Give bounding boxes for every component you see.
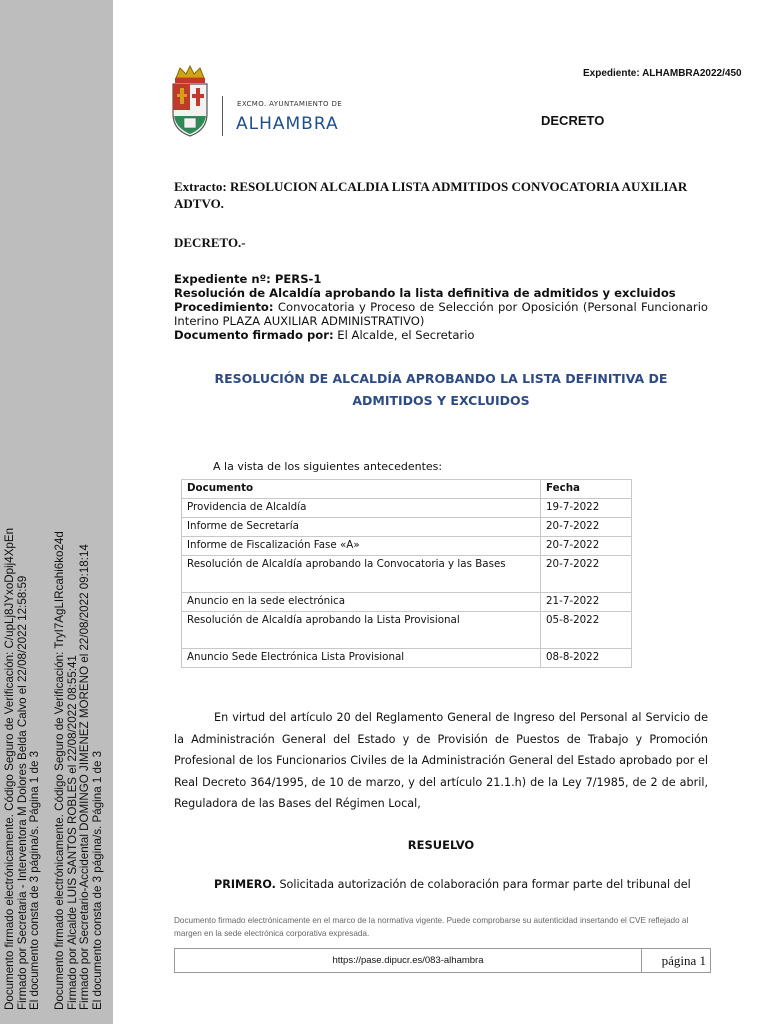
expediente-number: Expediente: ALHAMBRA2022/450 <box>583 68 742 79</box>
table-row <box>182 537 632 556</box>
extracto-text: RESOLUCION ALCALDIA LISTA ADMITIDOS CONVOCATORIA AUXILIAR ADTVO. <box>174 179 688 211</box>
table-cell: 21-7-2022 <box>541 593 632 612</box>
table-row <box>182 612 632 649</box>
firmado-label: Documento firmado por: <box>174 328 334 342</box>
table-cell: Resolución de Alcaldía aprobando la Convocatoria y las Bases <box>182 556 541 593</box>
table-cell: Informe de Fiscalización Fase «A» <box>182 537 541 556</box>
table-cell: Resolución de Alcaldía aprobando la Lista Provisional <box>182 612 541 649</box>
signature-line: Documento firmado electrónicamente. Código Seguro de Verificación: C/upLj8JYxoDpij4XpEn <box>3 527 16 1010</box>
table-row <box>182 649 632 668</box>
document-metadata <box>174 272 708 342</box>
footer-bar <box>174 948 711 973</box>
antecedentes-table <box>181 479 632 668</box>
table-row <box>182 593 632 612</box>
extracto <box>174 178 714 212</box>
table-cell: Anuncio Sede Electrónica Lista Provisional <box>182 649 541 668</box>
table-cell: Providencia de Alcaldía <box>182 499 541 518</box>
table-header-row <box>182 480 632 499</box>
antecedentes-intro: A la vista de los siguientes antecedentes: <box>213 460 443 473</box>
signature-line: Documento firmado electrónicamente. Código Seguro de Verificación: TryI7AgLIRcahi6ko24d <box>53 531 66 1010</box>
procedimiento-label: Procedimiento: <box>174 300 274 314</box>
primero-text: Solicitada autorización de colaboración para formar parte del tribunal del <box>279 878 691 891</box>
logo-title: ALHAMBRA <box>236 114 339 134</box>
resolution-subject: Resolución de Alcaldía aprobando la lista definitiva de admitidos y excluidos <box>174 286 676 300</box>
signature-block-2 <box>54 531 104 1010</box>
document-type-title: DECRETO <box>541 113 605 128</box>
logo-subtitle: EXCMO. AYUNTAMIENTO DE <box>237 100 343 108</box>
resuelvo-heading: RESUELVO <box>407 838 475 852</box>
table-cell: 20-7-2022 <box>541 537 632 556</box>
logo-divider <box>222 96 223 136</box>
signature-block-1 <box>4 528 42 1010</box>
table-cell: Informe de Secretaría <box>182 518 541 537</box>
sede-url-link[interactable]: https://pase.dipucr.es/083-alhambra <box>175 949 642 972</box>
signature-footnote: Documento firmado electrónicamente en el marco de la normativa vigente. Puede comprobarse su autenticidad insertando el CVE reflejado al margen en la sede electrónica corporativa expresada. <box>174 916 689 938</box>
firmado-text: El Alcalde, el Secretario <box>337 328 475 342</box>
table-cell: 19-7-2022 <box>541 499 632 518</box>
signature-line: Firmado por Alcalde LUIS SANTOS ROBLES el 22/08/2022 08:55:41 <box>65 655 79 1010</box>
extracto-label: Extracto: <box>174 179 227 194</box>
signature-line: Firmado por Secretaria - Interventora M Dolores Belda Calvo el 22/08/2022 12:58:59 <box>15 575 29 1010</box>
table-cell: 05-8-2022 <box>541 612 632 649</box>
signature-line: El documento consta de 3 página/s. Página 1 de 3 <box>28 750 41 1010</box>
procedimiento-text: Convocatoria y Proceso de Selección por Oposición (Personal Funcionario Interino PLAZA AUXILIAR ADMINISTRATIVO) <box>174 300 709 328</box>
decreto-heading: DECRETO.- <box>174 235 246 250</box>
legal-basis-paragraph <box>174 707 708 815</box>
primero-label: PRIMERO. <box>214 878 276 891</box>
resolution-title: RESOLUCIÓN DE ALCALDÍA APROBANDO LA LISTA DEFINITIVA DE ADMITIDOS Y EXCLUIDOS <box>214 371 668 408</box>
legal-basis-text: En virtud del artículo 20 del Reglamento General de Ingreso del Personal al Servicio de la Administración General del Estado y de Provisión de Puestos de Trabajo y Promoción Profesional de los Funcionarios Civiles de la Administración General del Estado aprobado por el Real Decreto 364/1995, de 10 de marzo, y del artículo 21.1.h) de la Ley 7/1985, de 2 de abril, Reguladora de las Bases del Régimen Local, <box>174 711 708 810</box>
column-header-fecha: Fecha <box>541 480 632 499</box>
column-header-documento: Documento <box>182 480 541 499</box>
signature-sidebar <box>0 0 113 1024</box>
page-number: página 1 <box>661 953 706 968</box>
table-cell: 08-8-2022 <box>541 649 632 668</box>
table-cell: 20-7-2022 <box>541 518 632 537</box>
coat-of-arms-icon <box>168 64 212 140</box>
table-row <box>182 518 632 537</box>
primero-paragraph <box>174 878 708 891</box>
expediente-label: Expediente nº: PERS-1 <box>174 272 322 286</box>
table-cell: Anuncio en la sede electrónica <box>182 593 541 612</box>
table-row <box>182 499 632 518</box>
signature-line: Firmado por Secretario-Accidental DOMINGO JIMENEZ MORENO el 22/08/2022 09:18:14 <box>78 544 91 1010</box>
table-row <box>182 556 632 593</box>
signature-line: El documento consta de 3 página/s. Página 1 de 3 <box>90 750 104 1010</box>
table-cell: 20-7-2022 <box>541 556 632 593</box>
